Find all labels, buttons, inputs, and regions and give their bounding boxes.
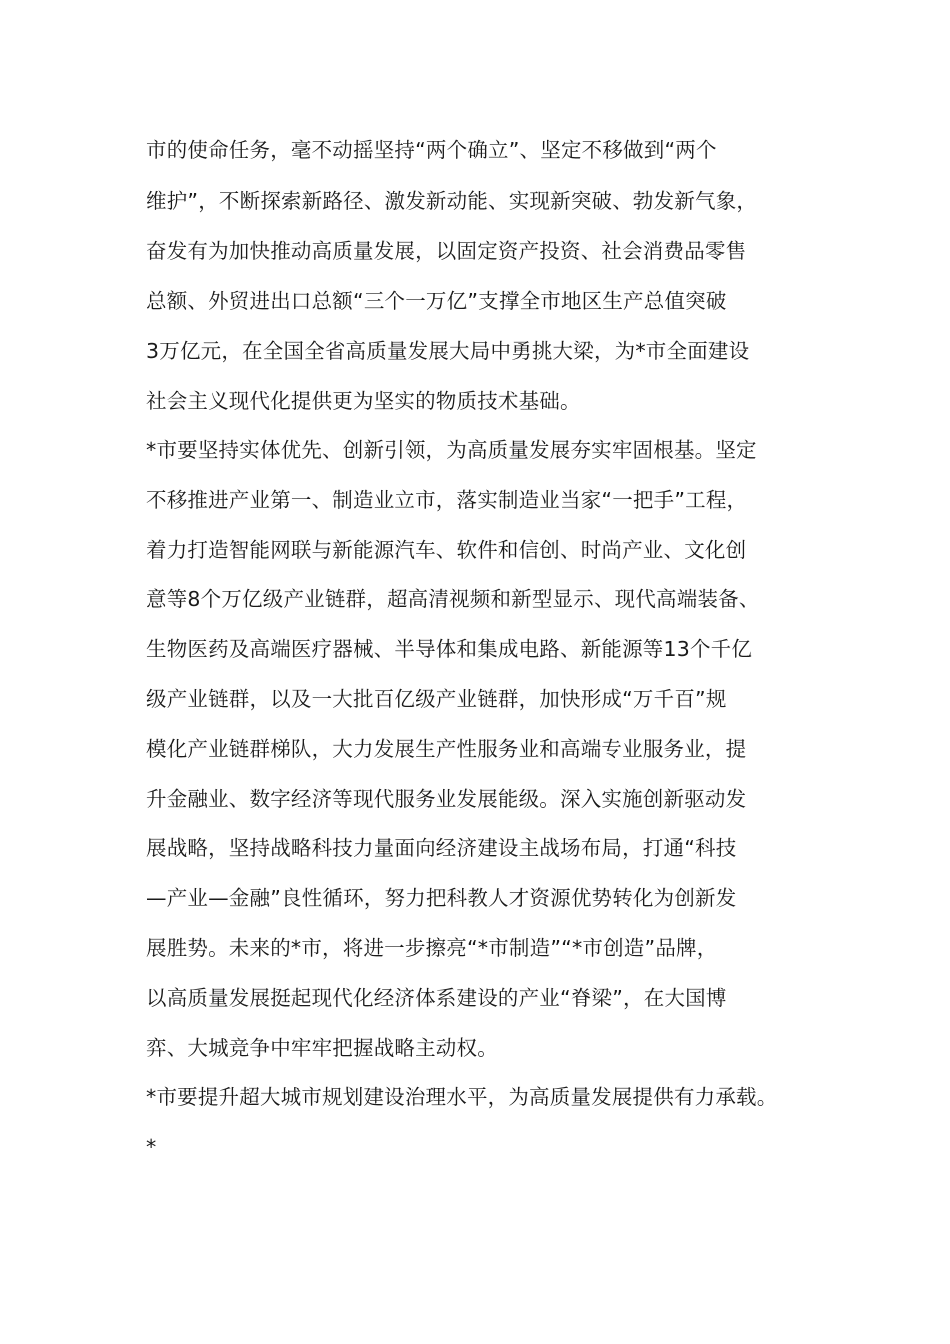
text-line: 社会主义现代化提供更为坚实的物质技术基础。 <box>146 389 581 413</box>
text-line: * <box>146 1135 157 1159</box>
text-line: 市的使命任务，毫不动摇坚持“两个确立”、坚定不移做到“两个 <box>146 138 717 162</box>
text-line: 展战略，坚持战略科技力量面向经济建设主战场布局，打通“科技 <box>146 836 737 860</box>
text-line: 级产业链群，以及一大批百亿级产业链群，加快形成“万千百”规 <box>146 687 727 711</box>
text-line: —产业—金融”良性循环，努力把科教人才资源优势转化为创新发 <box>146 886 737 910</box>
paragraph-start-line: *市要提升超大城市规划建设治理水平，为高质量发展提供有力承载。 <box>146 1085 778 1109</box>
text-line: 升金融业、数字经济等现代服务业发展能级。深入实施创新驱动发 <box>146 787 747 811</box>
text-line: 弈、大城竞争中牢牢把握战略主动权。 <box>146 1036 498 1060</box>
text-line: 奋发有为加快推动高质量发展，以固定资产投资、社会消费品零售 <box>146 239 747 263</box>
text-line: 维护”，不断探索新路径、激发新动能、实现新突破、勃发新气象， <box>146 189 758 213</box>
text-line: 不移推进产业第一、制造业立市，落实制造业当家“一把手”工程， <box>146 488 748 512</box>
text-line: 展胜势。未来的*市，将进一步擦亮“*市制造”“*市创造”品牌， <box>146 936 718 960</box>
text-line: 着力打造智能网联与新能源汽车、软件和信创、时尚产业、文化创 <box>146 538 747 562</box>
text-line: 意等8个万亿级产业链群，超高清视频和新型显示、现代高端装备、 <box>146 587 760 611</box>
text-line: 生物医药及高端医疗器械、半导体和集成电路、新能源等13个千亿 <box>146 637 753 661</box>
text-line: 总额、外贸进出口总额“三个一万亿”支撑全市地区生产总值突破 <box>146 289 727 313</box>
text-line: 模化产业链群梯队，大力发展生产性服务业和高端专业服务业，提 <box>146 737 747 761</box>
text-line: 以高质量发展挺起现代化经济体系建设的产业“脊梁”，在大国博 <box>146 986 727 1010</box>
paragraph-start-line: *市要坚持实体优先、创新引领，为高质量发展夯实牢固根基。坚定 <box>146 438 757 462</box>
text-line: 3万亿元，在全国全省高质量发展大局中勇挑大梁，为*市全面建设 <box>146 339 750 363</box>
